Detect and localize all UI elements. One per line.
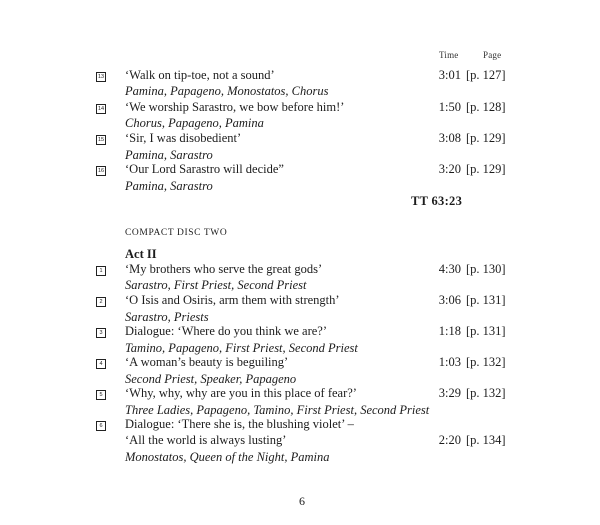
track-number-badge: 1 bbox=[96, 266, 106, 276]
track-cast: Tamino, Papageno, First Priest, Second Priest bbox=[125, 341, 358, 355]
track-number-badge: 13 bbox=[97, 74, 105, 80]
track-time: 3:08 bbox=[438, 131, 461, 145]
page-number: 6 bbox=[299, 494, 305, 508]
track-title: Dialogue: ‘There she is, the blushing violet’ – bbox=[125, 417, 354, 431]
track-number-badge: 4 bbox=[96, 359, 106, 369]
track-cast: Sarastro, Priests bbox=[125, 310, 209, 324]
page-column-header: Page bbox=[483, 50, 502, 60]
track-title: ‘Why, why, why are you in this place of fear?’ bbox=[125, 386, 357, 400]
track-time: 3:20 bbox=[438, 162, 461, 176]
track-page: [p. 131] bbox=[466, 324, 506, 338]
track-number-badge: 15 bbox=[97, 137, 105, 143]
track-time: 2:20 bbox=[438, 433, 461, 447]
track-title-continued: ‘All the world is always lusting’ bbox=[125, 433, 287, 447]
track-title: ‘Our Lord Sarastro will decide” bbox=[125, 162, 284, 176]
track-page: [p. 134] bbox=[466, 433, 506, 447]
track-time: 1:03 bbox=[438, 355, 461, 369]
track-title: ‘A woman’s beauty is beguiling’ bbox=[125, 355, 289, 369]
track-cast: Pamina, Papageno, Monostatos, Chorus bbox=[125, 84, 329, 98]
track-title: ‘Sir, I was disobedient’ bbox=[125, 131, 242, 145]
track-number-badge: 2 bbox=[96, 297, 106, 307]
track-page: [p. 131] bbox=[466, 293, 506, 307]
track-time: 3:01 bbox=[438, 68, 461, 82]
total-time: TT 63:23 bbox=[411, 194, 463, 208]
track-time: 1:50 bbox=[438, 100, 461, 114]
disc-heading: COMPACT DISC TWO bbox=[125, 228, 228, 238]
track-number-badge: 5 bbox=[96, 390, 106, 400]
track-page: [p. 132] bbox=[466, 386, 506, 400]
track-time: 3:06 bbox=[438, 293, 461, 307]
track-cast: Three Ladies, Papageno, Tamino, First Priest, Second Priest bbox=[125, 403, 430, 417]
track-page: [p. 129] bbox=[466, 162, 506, 176]
track-title: ‘Walk on tip-toe, not a sound’ bbox=[125, 68, 275, 82]
track-number-badge: 3 bbox=[96, 328, 106, 338]
track-page: [p. 130] bbox=[466, 262, 506, 276]
track-cast: Monostatos, Queen of the Night, Pamina bbox=[125, 450, 330, 464]
track-title: Dialogue: ‘Where do you think we are?’ bbox=[125, 324, 328, 338]
track-title: ‘My brothers who serve the great gods’ bbox=[125, 262, 323, 276]
track-number-badge: 6 bbox=[96, 421, 106, 431]
track-page: [p. 127] bbox=[466, 68, 506, 82]
track-number-badge: 14 bbox=[97, 106, 105, 112]
track-cast: Second Priest, Speaker, Papageno bbox=[125, 372, 297, 386]
track-title: ‘O Isis and Osiris, arm them with strength’ bbox=[125, 293, 340, 307]
track-cast: Sarastro, First Priest, Second Priest bbox=[125, 278, 307, 292]
track-cast: Pamina, Sarastro bbox=[125, 179, 213, 193]
time-column-header: Time bbox=[439, 50, 459, 60]
track-page: [p. 128] bbox=[466, 100, 506, 114]
track-time: 4:30 bbox=[438, 262, 461, 276]
track-title: ‘We worship Sarastro, we bow before him!’ bbox=[125, 100, 345, 114]
track-page: [p. 129] bbox=[466, 131, 506, 145]
track-cast: Pamina, Sarastro bbox=[125, 148, 213, 162]
track-time: 3:29 bbox=[438, 386, 461, 400]
track-number-badge: 16 bbox=[97, 168, 105, 174]
act-heading: Act II bbox=[125, 247, 157, 261]
track-page: [p. 132] bbox=[466, 355, 506, 369]
track-time: 1:18 bbox=[438, 324, 461, 338]
track-cast: Chorus, Papageno, Pamina bbox=[125, 116, 264, 130]
